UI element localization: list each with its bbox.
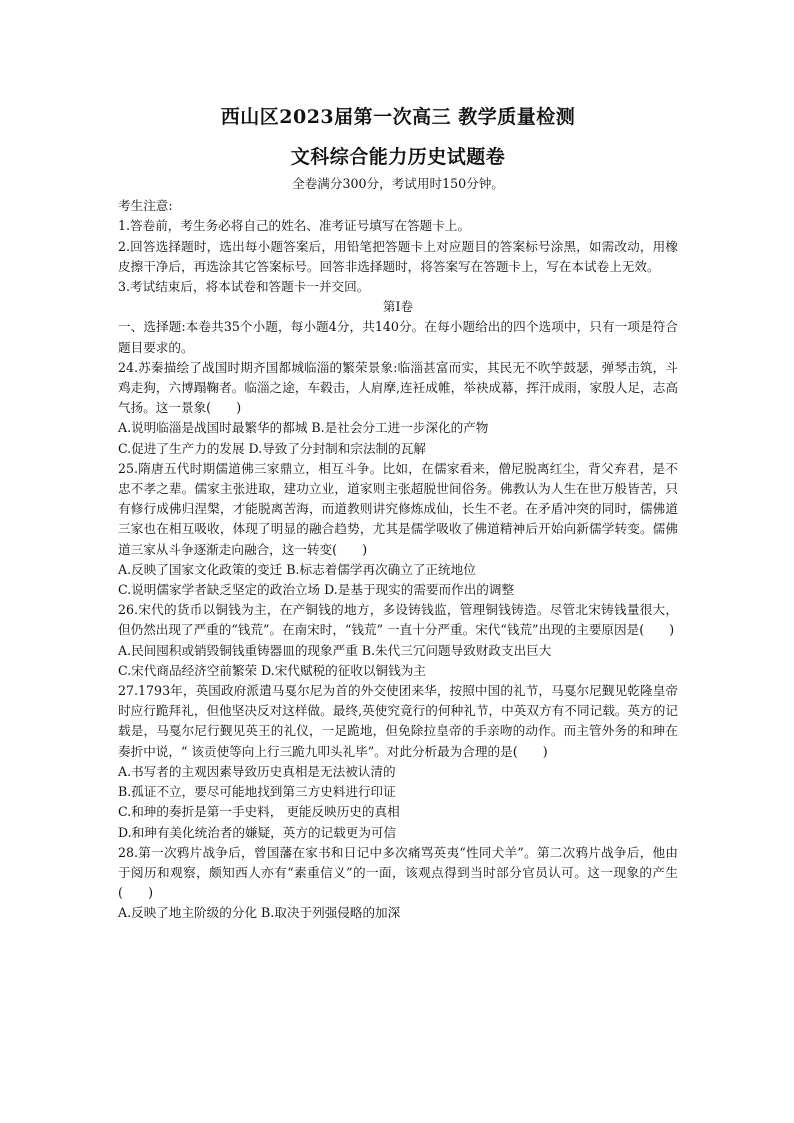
question-27 xyxy=(118,681,678,843)
exam-title: 西山区2023届第一次高三 教学质量检测 xyxy=(220,106,576,128)
question-stem: 24.苏秦描绘了战国时期齐国都城临淄的繁荣景象:临淄甚富而实，其民无不吹竽鼓瑟，弹琴击筑，斗鸡走狗，六博蹋鞠者。临淄之途，车毂击，人肩摩,连衽成帷，举袂成幕，挥汗成雨，家殷人足，志高气扬。这一景象( ) xyxy=(118,359,678,416)
question-stem: 28.第一次鸦片战争后，曾国藩在家书和日记中多次痛骂英夷“性同犬羊”。第二次鸦片战争后，他由于阅历和观察，颇知西人亦有“素重信义”的一面，该观点得到当时部分官员认可。这一现象的产生( ) xyxy=(118,844,678,901)
notice-item: 2.回答选择题时，选出每小题答案后，用铅笔把答题卡上对应题目的答案标号涂黑，如需改动，用橡皮擦干净后，再选涂其它答案标号。回答非选择题时，将答案写在答题卡上，写在本试卷上无效。 xyxy=(118,238,678,274)
section-instruction: 一、选择题:本卷共35个小题，每小题4分，共140分。在每小题给出的四个选项中，只有一项是符合题目要求的。 xyxy=(118,319,678,355)
question-option: A.民间囤积或销毁铜钱重铸器皿的现象严重 B.朱代三冗问题导致财政支出巨大 xyxy=(118,642,552,658)
question-option: A.反映了地主阶级的分化 B.取决于列强侵略的加深 xyxy=(118,905,401,921)
exam-subject-title: 文科综合能力历史试题卷 xyxy=(290,146,506,168)
notice-heading: 考生注意: xyxy=(118,198,173,214)
notice-item: 1.答卷前，考生务必将自己的姓名、准考证号填写在答题卡上。 xyxy=(118,218,471,234)
question-option: B.孤证不立，要尽可能地找到第三方史料进行印证 xyxy=(118,784,396,800)
question-stem: 25.隋唐五代时期儒道佛三家鼎立，相互斗争。比如，在儒家看来，僧尼脱离红尘，背父弃君，是不忠不孝之辈。儒家主张进取，建功立业，道家则主张超脱世间俗务。佛教认为人生在世万般皆苦，只有修行成佛归涅槃，才能脱离苦海，而道教则讲究修炼成仙，长生不老。在矛盾冲突的同时，儒佛道三家也在相互吸收，体现了明显的融合趋势，尤其是儒学吸收了佛道精神后开始向新儒学转变。儒佛道三家从斗争逐渐走向融合，这一转变( ) xyxy=(118,460,678,557)
notice-block xyxy=(118,196,678,297)
question-option: A.反映了国家文化政策的变迁 B.标志着儒学再次确立了正统地位 xyxy=(118,561,476,577)
notice-item: 3.考试结束后，将本试卷和答题卡一并交回。 xyxy=(118,279,370,295)
question-option: C.和珅的奏折是第一手史料， 更能反映历史的真相 xyxy=(118,804,400,820)
question-option: C.促进了生产力的发展 D.导致了分封制和宗法制的瓦解 xyxy=(118,440,426,456)
question-option: A.说明临淄是战国时最繁华的都城 B.是社会分工进一步深化的产物 xyxy=(118,420,489,436)
question-28 xyxy=(118,843,678,924)
question-option: C.说明儒家学者缺乏坚定的政治立场 D.是基于现实的需要而作出的调整 xyxy=(118,582,515,598)
question-26 xyxy=(118,600,678,681)
exam-score-time: 全卷满分300分，考试用时150分钟。 xyxy=(292,176,504,191)
question-stem: 26.宋代的货币以铜钱为主，在产铜钱的地方，多设铸钱监，管理铜钱铸造。尽管北宋铸钱量很大，但仍然出现了严重的“钱荒”。在南宋时，“钱荒” 一直十分严重。宋代“钱荒”出现的主要原因是( ) xyxy=(118,602,678,638)
exam-page xyxy=(118,104,678,924)
volume-heading: 第Ⅰ卷 xyxy=(382,299,414,315)
question-option: A.书写者的主观因素导致历史真相是无法被认清的 xyxy=(118,763,396,779)
question-24 xyxy=(118,358,678,459)
question-option: D.和珅有美化统治者的嫌疑，英方的记载更为可信 xyxy=(118,824,397,840)
question-25 xyxy=(118,459,678,600)
question-stem: 27.1793年，英国政府派遣马戛尔尼为首的外交使团来华，按照中国的礼节，马戛尔尼觐见乾隆皇帝时应行跪拜礼，但他坚决反对这样做。最终,英使究竟行的何种礼节，中英双方有不同记载。英方的记载是，马戛尔尼行觐见英王的礼仪，一足跪地，但免除拉皇帝的手亲吻的动作。而主管外务的和珅在奏折中说，“ 该贡使等向上行三跪九叩头礼毕”。对此分析最为合理的是( ) xyxy=(118,683,678,759)
question-option: C.宋代商品经济空前繁荣 D.宋代赋税的征收以铜钱为主 xyxy=(118,662,426,678)
